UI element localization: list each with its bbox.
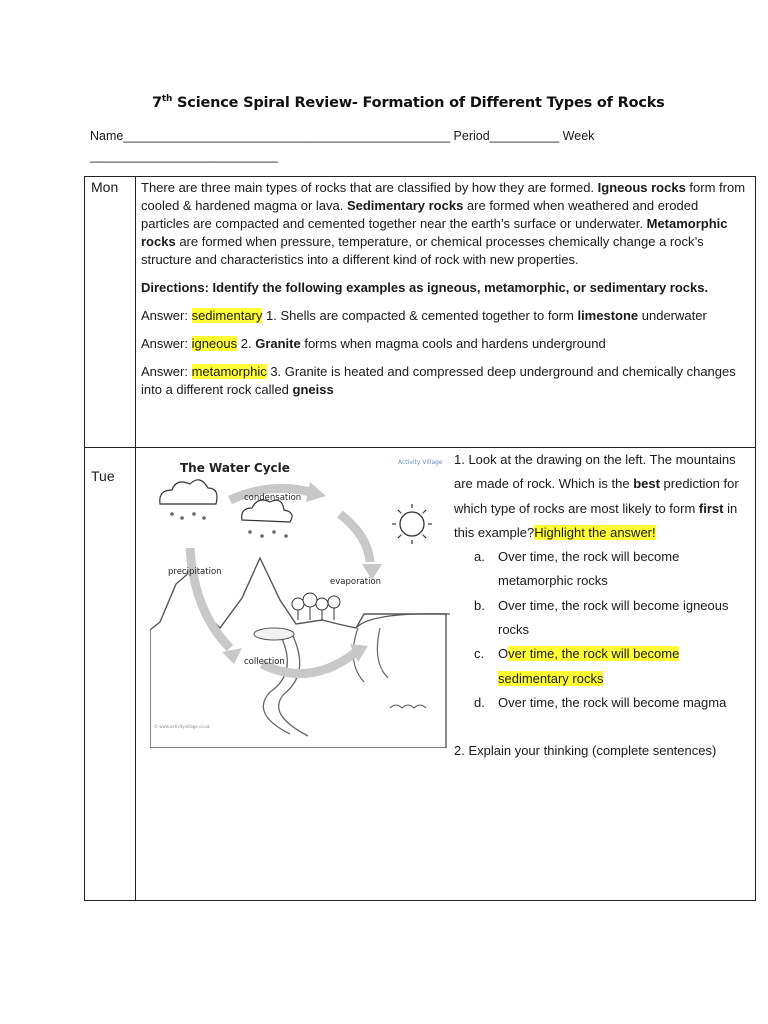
review-table bbox=[84, 176, 756, 901]
mon-content bbox=[136, 177, 756, 448]
tue-content bbox=[136, 448, 756, 901]
activity-village-logo: Activity Village bbox=[398, 459, 443, 466]
label-precipitation: precipitation bbox=[168, 567, 222, 577]
answer-item-2: Answer: igneous 2. Granite forms when magma cools and hardens underground bbox=[141, 336, 606, 351]
question-2: 2. Explain your thinking (complete sentences) bbox=[454, 743, 717, 759]
answer-item-1: Answer: sedimentary 1. Shells are compacted & cemented together to form limestone underwater bbox=[141, 308, 707, 323]
answer-highlight: metamorphic bbox=[191, 364, 267, 379]
answer-highlight: igneous bbox=[191, 336, 238, 351]
question-1: 1. Look at the drawing on the left. The mountains are made of rock. Which is the best prediction for which type of rocks are most likely to form first in this example?Highlight the answer! bbox=[454, 452, 739, 540]
label-collection: collection bbox=[244, 657, 285, 667]
diagram-footer: © www.activityvillage.co.uk bbox=[154, 724, 210, 729]
option-a: a. Over time, the rock will become metamorphic rocks bbox=[474, 549, 680, 589]
answer-highlight: ver time, the rock will become sedimentary rocks bbox=[498, 646, 680, 686]
answer-item-3: Answer: metamorphic 3. Granite is heated and compressed deep underground and chemically changes into a different rock called gneiss bbox=[141, 364, 736, 397]
option-d: d. Over time, the rock will become magma bbox=[474, 694, 727, 710]
week-blank-line: ___________________________ bbox=[90, 149, 278, 163]
name-period-week-line: Name_______________________________________________ Period__________ Week bbox=[90, 129, 595, 143]
question-column bbox=[454, 448, 752, 764]
label-evaporation: evaporation bbox=[330, 577, 382, 587]
directions: Directions: Identify the following examples as igneous, metamorphic, or sedimentary rocks. bbox=[141, 280, 709, 295]
page-title: 7th Science Spiral Review- Formation of Different Types of Rocks bbox=[152, 94, 665, 111]
instruction-highlight: Highlight the answer! bbox=[534, 524, 656, 540]
answer-highlight: sedimentary bbox=[191, 308, 263, 323]
rock-types-intro: There are three main types of rocks that are classified by how they are formed. Igneous rocks form from cooled & hardened magma or lava. Sedimentary rocks are formed when weathered and eroded particles are compacted and cemented together near the earth’s surface or underwater. Metamorphic rocks are formed when pressure, temperature, or chemical processes chemically change a rock’s structure and characteristics into a different kind of rock with new properties. bbox=[141, 180, 746, 267]
diagram-title: The Water Cycle bbox=[180, 461, 290, 475]
day-label-tue: Tue bbox=[85, 448, 136, 901]
water-cycle-diagram bbox=[150, 452, 450, 748]
day-label-mon: Mon bbox=[85, 177, 136, 448]
label-condensation: condensation bbox=[244, 493, 302, 503]
table-row-mon bbox=[85, 177, 756, 448]
option-c: c. Over time, the rock will become sedimentary rocks bbox=[474, 646, 680, 686]
table-row-tue bbox=[85, 448, 756, 901]
option-b: b. Over time, the rock will become igneous rocks bbox=[474, 597, 729, 638]
